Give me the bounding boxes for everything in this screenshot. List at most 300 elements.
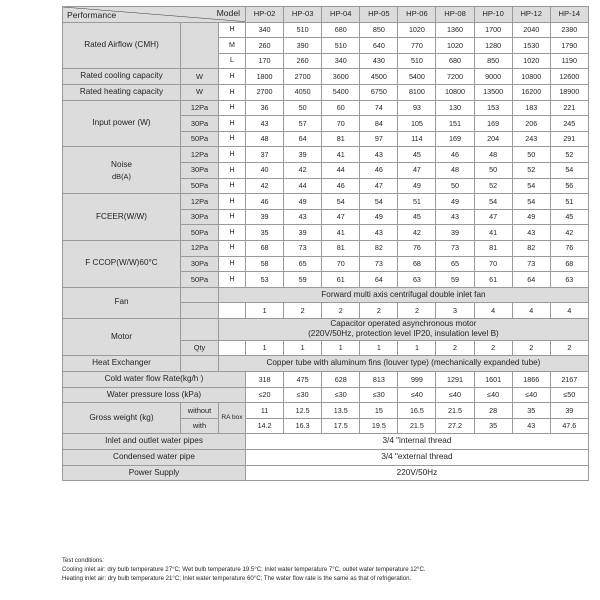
value-cell: 130 (436, 100, 474, 116)
value-cell: 39 (436, 225, 474, 241)
value-cell: 52 (550, 147, 588, 163)
value-cell: 1866 (512, 372, 550, 388)
speed-cell: H (219, 256, 246, 272)
value-cell: 13.5 (322, 403, 360, 419)
value-cell: 47 (474, 209, 512, 225)
gross-weight-without-label: without (181, 403, 219, 419)
value-cell: 73 (436, 240, 474, 256)
unit-rated-airflow (181, 22, 219, 69)
pressure-cell: 50Pa (181, 131, 219, 147)
value-cell: 260 (246, 38, 284, 54)
table-row (63, 318, 589, 340)
speed-cell: H (219, 162, 246, 178)
table-row (63, 100, 589, 116)
fan-qty-spacer (219, 303, 246, 319)
value-cell: 54 (512, 178, 550, 194)
value-cell: 183 (512, 100, 550, 116)
motor-qty-spacer (219, 340, 246, 356)
value-cell: 70 (474, 256, 512, 272)
value-cell: 49 (360, 209, 398, 225)
table-row (63, 387, 589, 403)
value-cell: 17.5 (322, 418, 360, 434)
label-motor: Motor (63, 318, 181, 356)
value-cell: 14.2 (246, 418, 284, 434)
value-cell: 76 (550, 240, 588, 256)
value-cell: 49 (512, 209, 550, 225)
value-cell: 74 (360, 100, 398, 116)
speed-cell: H (219, 131, 246, 147)
value-cell: 4 (474, 303, 512, 319)
value-cell: 50 (474, 162, 512, 178)
speed-cell: M (219, 38, 246, 54)
value-cell: 4050 (284, 84, 322, 100)
value-cell: 2 (360, 303, 398, 319)
heat-exchanger-description: Copper tube with aluminum fins (louver type) (mechanically expanded tube) (219, 356, 589, 372)
corner-header (63, 7, 246, 23)
value-cell: 76 (398, 240, 436, 256)
value-cell: 169 (474, 116, 512, 132)
label-condensed-water-pipe: Condensed water pipe (63, 450, 246, 466)
value-cell: 43 (512, 418, 550, 434)
label-heat-exchanger: Heat Exchanger (63, 356, 181, 372)
value-cell: 65 (284, 256, 322, 272)
value-cell: 68 (246, 240, 284, 256)
fan-qty-blank (181, 303, 219, 319)
value-cell: 64 (512, 272, 550, 288)
value-cell: 1 (322, 340, 360, 356)
value-cell: 49 (284, 194, 322, 210)
value-cell: 68 (398, 256, 436, 272)
value-cell: 42 (398, 225, 436, 241)
value-cell: 11 (246, 403, 284, 419)
unit-cell: W (181, 84, 219, 100)
label-noise (63, 147, 181, 194)
value-cell: 4500 (360, 69, 398, 85)
fan-blank-cell (181, 287, 219, 303)
value-cell: ≤30 (322, 387, 360, 403)
label-gross-weight: Gross weight (kg) (63, 403, 181, 434)
value-cell: 46 (436, 147, 474, 163)
value-cell: 1190 (550, 53, 588, 69)
value-cell: 4 (512, 303, 550, 319)
notes-cooling-line: Cooling inlet air: dry bulb temperature 27°C; Wet bulb temperature 19.5°C; Inlet water temperature 7°C, outlet water temperature 12°C. (62, 566, 426, 574)
value-cell: 93 (398, 100, 436, 116)
label-fan: Fan (63, 287, 181, 318)
speed-cell: H (219, 84, 246, 100)
value-cell: 9000 (474, 69, 512, 85)
value-cell: 64 (360, 272, 398, 288)
value-cell: 48 (474, 147, 512, 163)
value-cell: 73 (284, 240, 322, 256)
value-cell: 82 (360, 240, 398, 256)
model-header-HP-14: HP-14 (550, 7, 588, 23)
noise-main-label: Noise (111, 159, 132, 169)
value-cell: 50 (512, 147, 550, 163)
unit-cell: W (181, 69, 219, 85)
value-cell: 54 (322, 194, 360, 210)
value-cell: 43 (284, 209, 322, 225)
pressure-cell: 50Pa (181, 178, 219, 194)
value-cell: ≤40 (436, 387, 474, 403)
table-row (63, 434, 589, 450)
value-cell: 46 (246, 194, 284, 210)
value-cell: 340 (322, 53, 360, 69)
table-row (63, 287, 589, 303)
value-cell: 2 (512, 340, 550, 356)
value-cell: 47.6 (550, 418, 588, 434)
value-cell: 1 (398, 340, 436, 356)
value-cell: 260 (284, 53, 322, 69)
value-cell: 1530 (512, 38, 550, 54)
value-cell: 59 (436, 272, 474, 288)
value-cell: 37 (246, 147, 284, 163)
value-cell: 813 (360, 372, 398, 388)
value-cell: 84 (360, 116, 398, 132)
table-row (63, 147, 589, 163)
value-cell: 54 (360, 194, 398, 210)
speed-cell: H (219, 240, 246, 256)
value-cell: 41 (474, 225, 512, 241)
value-cell: 63 (398, 272, 436, 288)
value-cell: 46 (360, 162, 398, 178)
value-cell: 1291 (436, 372, 474, 388)
value-cell: 1601 (474, 372, 512, 388)
value-cell: 65 (436, 256, 474, 272)
value-cell: 47 (398, 162, 436, 178)
value-cell: 510 (398, 53, 436, 69)
pressure-cell: 12Pa (181, 240, 219, 256)
value-cell: 510 (322, 38, 360, 54)
model-header-HP-08: HP-08 (436, 7, 474, 23)
speed-cell: H (219, 100, 246, 116)
value-cell: 13500 (474, 84, 512, 100)
value-cell: 40 (246, 162, 284, 178)
value-cell: 70 (322, 116, 360, 132)
pressure-cell: 12Pa (181, 194, 219, 210)
value-cell: ≤40 (474, 387, 512, 403)
value-cell: 680 (436, 53, 474, 69)
value-cell: 81 (322, 240, 360, 256)
value-cell: 56 (550, 178, 588, 194)
value-cell: 43 (512, 225, 550, 241)
value-cell: 58 (246, 256, 284, 272)
model-header-HP-10: HP-10 (474, 7, 512, 23)
value-cell: 1280 (474, 38, 512, 54)
value-cell: 45 (550, 209, 588, 225)
table-row (63, 450, 589, 466)
value-cell: 50 (284, 100, 322, 116)
value-cell: 1020 (398, 22, 436, 38)
table-row (63, 7, 589, 23)
value-cell: 1 (246, 303, 284, 319)
value-cell: 430 (360, 53, 398, 69)
value-cell: 57 (284, 116, 322, 132)
value-cell: 1 (284, 340, 322, 356)
value-cell: 41 (322, 225, 360, 241)
value-cell: 18900 (550, 84, 588, 100)
value-cell: 39 (550, 403, 588, 419)
label-input-power: Input power (W) (63, 100, 181, 147)
value-cell: 41 (322, 147, 360, 163)
model-header-HP-12: HP-12 (512, 7, 550, 23)
value-cell: 35 (246, 225, 284, 241)
table-row (63, 356, 589, 372)
value-cell: 2700 (284, 69, 322, 85)
value-cell: 64 (284, 131, 322, 147)
value-cell: 2700 (246, 84, 284, 100)
model-header-HP-02: HP-02 (246, 7, 284, 23)
value-cell: 999 (398, 372, 436, 388)
value-cell: 48 (246, 131, 284, 147)
speed-cell: H (219, 22, 246, 38)
value-cell: 50 (436, 178, 474, 194)
pressure-cell: 30Pa (181, 209, 219, 225)
model-header-HP-03: HP-03 (284, 7, 322, 23)
value-cell: 53 (246, 272, 284, 288)
value-cell: 39 (284, 225, 322, 241)
value-cell: 28 (474, 403, 512, 419)
value-cell: 19.5 (360, 418, 398, 434)
value-cell: 2380 (550, 22, 588, 38)
value-cell: 114 (398, 131, 436, 147)
value-cell: 49 (436, 194, 474, 210)
value-cell: 46 (322, 178, 360, 194)
value-cell: 60 (322, 100, 360, 116)
speed-cell: L (219, 53, 246, 69)
table-row (63, 403, 589, 419)
speed-cell: H (219, 178, 246, 194)
value-cell: 204 (474, 131, 512, 147)
value-cell: ≤30 (284, 387, 322, 403)
value-cell: ≤50 (550, 387, 588, 403)
label-rated-heating-capacity: Rated heating capacity (63, 84, 181, 100)
value-cell: 61 (474, 272, 512, 288)
fan-description: Forward multi axis centrifugal double inlet fan (219, 287, 589, 303)
value-cell: 2 (474, 340, 512, 356)
motor-description-line1: Capacitor operated asynchronous motor (330, 319, 477, 329)
speed-cell: H (219, 209, 246, 225)
gross-weight-with-label: with (181, 418, 219, 434)
motor-description-line2: (220V/50Hz, protection level IP20, insulation level B) (308, 329, 499, 339)
value-cell: 43 (360, 225, 398, 241)
value-cell: 475 (284, 372, 322, 388)
label-rated-cooling-capacity: Rated cooling capacity (63, 69, 181, 85)
table-row (63, 22, 589, 38)
value-cell: 52 (474, 178, 512, 194)
pressure-cell: 50Pa (181, 272, 219, 288)
value-cell: 54 (550, 162, 588, 178)
value-cell: 1790 (550, 38, 588, 54)
value-cell: 35 (474, 418, 512, 434)
value-cell: 82 (512, 240, 550, 256)
value-cell: 170 (246, 53, 284, 69)
value-cell: 2167 (550, 372, 588, 388)
value-cell: 7200 (436, 69, 474, 85)
value-cell: 1800 (246, 69, 284, 85)
test-conditions-notes (62, 556, 592, 583)
table-row (63, 240, 589, 256)
model-label: Model (216, 8, 241, 18)
value-cell: 3 (436, 303, 474, 319)
value-cell: ≤40 (512, 387, 550, 403)
value-cell: 21.5 (436, 403, 474, 419)
value-power-supply: 220V/50Hz (246, 465, 589, 481)
value-cell: 43 (436, 209, 474, 225)
value-cell: 1 (360, 340, 398, 356)
value-cell: 1700 (474, 22, 512, 38)
value-cell: 43 (246, 116, 284, 132)
value-cell: 49 (398, 178, 436, 194)
value-cell: 8100 (398, 84, 436, 100)
value-cell: 105 (398, 116, 436, 132)
value-cell: ≤30 (360, 387, 398, 403)
pressure-cell: 30Pa (181, 256, 219, 272)
heat-exchanger-blank (181, 356, 219, 372)
value-cell: 245 (550, 116, 588, 132)
label-rated-airflow: Rated Airflow (CMH) (63, 22, 181, 69)
pressure-cell: 30Pa (181, 116, 219, 132)
gross-weight-box-label: RA box (219, 403, 246, 434)
value-cell: 44 (322, 162, 360, 178)
value-cell: 36 (246, 100, 284, 116)
value-cell: 42 (284, 162, 322, 178)
value-cell: 640 (360, 38, 398, 54)
label-fccop: F CCOP(W/W)60°C (63, 240, 181, 287)
value-cell: 2 (550, 340, 588, 356)
value-cell: 2 (284, 303, 322, 319)
value-cell: 61 (322, 272, 360, 288)
value-cell: 12600 (550, 69, 588, 85)
value-cell: 770 (398, 38, 436, 54)
value-cell: 70 (322, 256, 360, 272)
value-condensed-water-pipe: 3/4 "external thread (246, 450, 589, 466)
value-cell: 42 (246, 178, 284, 194)
value-cell: 15 (360, 403, 398, 419)
value-cell: 2040 (512, 22, 550, 38)
value-cell: 52 (512, 162, 550, 178)
notes-heating-line: Heating inlet air: dry bulb temperature 21°C; Inlet water temperature 60°C; The water flow rate is the same as that of refrigeration. (62, 575, 412, 583)
value-cell: 59 (284, 272, 322, 288)
label-water-pressure-loss: Water pressure loss (kPa) (63, 387, 246, 403)
value-cell: 51 (398, 194, 436, 210)
value-cell: 291 (550, 131, 588, 147)
value-cell: 206 (512, 116, 550, 132)
speed-cell: H (219, 225, 246, 241)
performance-label: Performance (67, 9, 117, 20)
value-cell: 35 (512, 403, 550, 419)
value-cell: 73 (512, 256, 550, 272)
value-cell: ≤20 (246, 387, 284, 403)
pressure-cell: 12Pa (181, 100, 219, 116)
value-cell: ≤40 (398, 387, 436, 403)
speed-cell: H (219, 147, 246, 163)
motor-qty-label: Qty (181, 340, 219, 356)
value-cell: 10800 (512, 69, 550, 85)
model-header-HP-05: HP-05 (360, 7, 398, 23)
value-cell: 47 (322, 209, 360, 225)
value-cell: 81 (474, 240, 512, 256)
table-body (63, 7, 589, 481)
value-cell: 680 (322, 22, 360, 38)
value-cell: 12.5 (284, 403, 322, 419)
value-cell: 2 (436, 340, 474, 356)
speed-cell: H (219, 272, 246, 288)
value-cell: 2 (398, 303, 436, 319)
table-row (63, 372, 589, 388)
label-cold-water-flow: Cold water flow Rate(kg/h ) (63, 372, 246, 388)
value-cell: 1020 (436, 38, 474, 54)
value-cell: 39 (246, 209, 284, 225)
label-fceer: FCEER(W/W) (63, 194, 181, 241)
table-row (63, 194, 589, 210)
speed-cell: H (219, 69, 246, 85)
value-cell: 6750 (360, 84, 398, 100)
value-cell: 5400 (398, 69, 436, 85)
specification-table (62, 6, 589, 481)
value-inlet-outlet-pipes: 3/4 "internal thread (246, 434, 589, 450)
value-cell: 221 (550, 100, 588, 116)
value-cell: 21.5 (398, 418, 436, 434)
value-cell: 44 (284, 178, 322, 194)
value-cell: 39 (284, 147, 322, 163)
value-cell: 16.5 (398, 403, 436, 419)
value-cell: 3600 (322, 69, 360, 85)
value-cell: 169 (436, 131, 474, 147)
speed-cell: H (219, 116, 246, 132)
value-cell: 42 (550, 225, 588, 241)
value-cell: 63 (550, 272, 588, 288)
value-cell: 68 (550, 256, 588, 272)
value-cell: 16.3 (284, 418, 322, 434)
value-cell: 45 (398, 209, 436, 225)
value-cell: 54 (474, 194, 512, 210)
value-cell: 51 (550, 194, 588, 210)
value-cell: 4 (550, 303, 588, 319)
pressure-cell: 30Pa (181, 162, 219, 178)
value-cell: 27.2 (436, 418, 474, 434)
value-cell: 151 (436, 116, 474, 132)
value-cell: 48 (436, 162, 474, 178)
label-power-supply: Power Supply (63, 465, 246, 481)
model-header-HP-06: HP-06 (398, 7, 436, 23)
value-cell: 2 (322, 303, 360, 319)
label-inlet-outlet-pipes: Inlet and outlet water pipes (63, 434, 246, 450)
value-cell: 390 (284, 38, 322, 54)
value-cell: 510 (284, 22, 322, 38)
value-cell: 45 (398, 147, 436, 163)
value-cell: 243 (512, 131, 550, 147)
motor-description (219, 318, 589, 340)
value-cell: 850 (474, 53, 512, 69)
value-cell: 54 (512, 194, 550, 210)
model-header-HP-04: HP-04 (322, 7, 360, 23)
value-cell: 340 (246, 22, 284, 38)
pressure-cell: 50Pa (181, 225, 219, 241)
value-cell: 16200 (512, 84, 550, 100)
value-cell: 47 (360, 178, 398, 194)
notes-title: Test conditions: (62, 557, 105, 564)
table-row (63, 69, 589, 85)
speed-cell: H (219, 194, 246, 210)
value-cell: 73 (360, 256, 398, 272)
value-cell: 81 (322, 131, 360, 147)
value-cell: 628 (322, 372, 360, 388)
value-cell: 850 (360, 22, 398, 38)
pressure-cell: 12Pa (181, 147, 219, 163)
value-cell: 97 (360, 131, 398, 147)
table-row (63, 465, 589, 481)
value-cell: 153 (474, 100, 512, 116)
